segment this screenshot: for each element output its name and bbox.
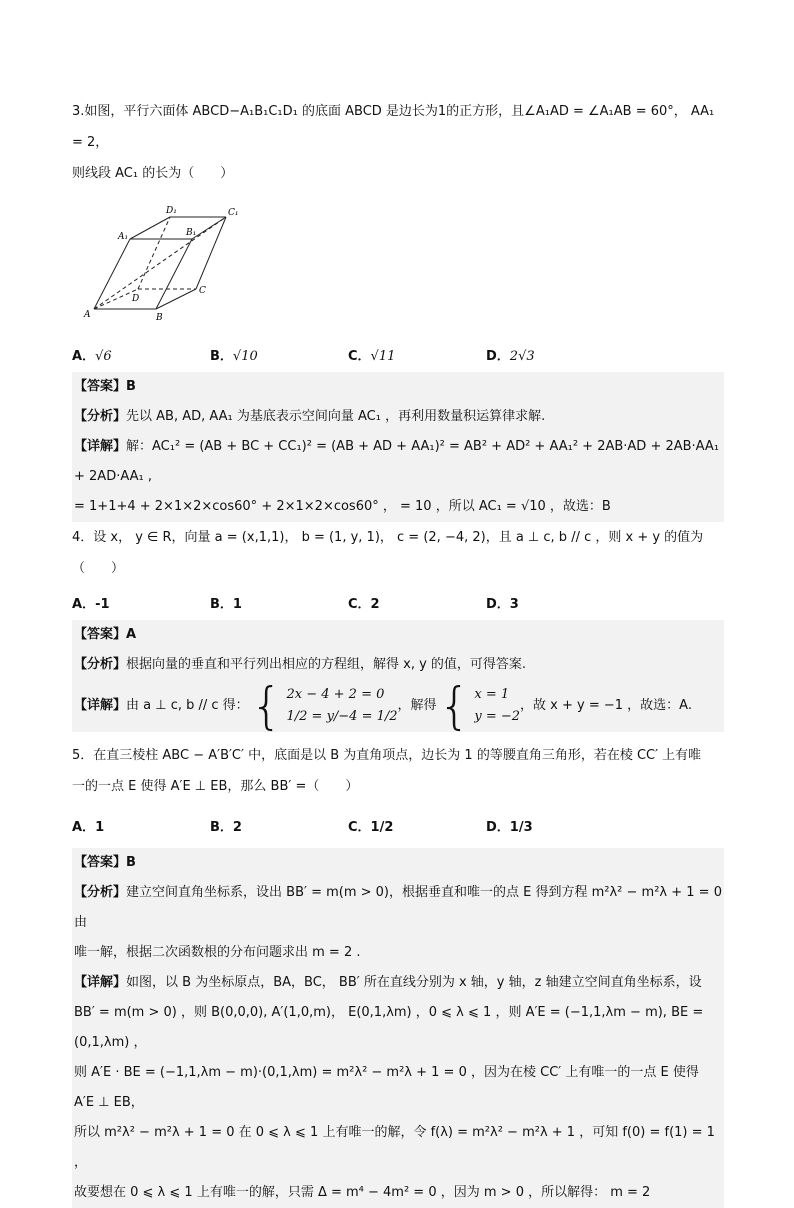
q5-detail-line4: 所以 m²λ² − m²λ + 1 = 0 在 0 ⩽ λ ⩽ 1 上有唯一的解，令 f(λ) = m²λ² − m²λ + 1 ，可知 f(0) = f(1) = 1 ， (74, 1125, 715, 1170)
q5-analysis-line1: 【分析】建立空间直角坐标系，设出 BB′ = m(m > 0)，根据垂直和唯一的点 E 得到方程 m²λ² − m²λ + 1 = 0 由 (74, 885, 722, 930)
q3-detail-line1: 【详解】解：AC₁² = (AB + BC + CC₁)² = (AB + AD + AA₁)² = AB² + AD² + AA₁² + 2AB·AD + 2AB·AA₁ + 2AD·AA₁ , (74, 439, 720, 484)
q4-analysis: 【分析】根据向量的垂直和平行列出相应的方程组，解得 x, y 的值，可得答案. (74, 657, 527, 672)
q3-option-b: B．√10 (210, 348, 258, 364)
q5-detail-line5: 故要想在 0 ⩽ λ ⩽ 1 上有唯一的解，只需 Δ = m⁴ − 4m² = 0 ，因为 m > 0 ，所以解得： m = 2 (74, 1185, 651, 1200)
q4-option-c: C．2 (348, 596, 380, 612)
q4-option-b: B．1 (210, 596, 242, 612)
q3-stem-line2: 则线段 AC₁ 的长为（ ） (72, 166, 234, 181)
edge-bc (156, 289, 196, 309)
figure-label-d: D (132, 294, 140, 304)
figure-label-a: A (84, 310, 91, 320)
figure-label-d1: D₁ (166, 206, 177, 216)
hidden-edge-dd1 (138, 217, 170, 289)
equation-system-2: { x = 1 y = −2 (438, 677, 521, 735)
diagonal-ac1 (94, 217, 226, 309)
q4-stem: 4．设 x， y ∈ R，向量 a = (x,1,1)， b = (1, y, 1)， c = (2, −4, 2)，且 a ⊥ c, b // c ，则 x + y 的值为（ ） (72, 530, 704, 576)
q3-solution-block (72, 372, 724, 522)
q5-option-b: B．2 (210, 819, 242, 835)
q3-option-a: A．√6 (72, 348, 112, 364)
edge-bb1 (156, 239, 192, 309)
q4-option-d: D．3 (486, 596, 519, 612)
q3-analysis: 【分析】先以 AB, AD, AA₁ 为基底表示空间向量 AC₁ ，再利用数量积运算律求解. (74, 409, 546, 424)
figure-label-c1: C₁ (228, 208, 239, 218)
q3-option-c: C．√11 (348, 348, 396, 364)
q4-answer: 【答案】A (74, 627, 137, 642)
q5-answer: 【答案】B (74, 855, 136, 870)
equation-system-1: { 2x − 4 + 2 = 0 1/2 = y/−4 = 1/2 (250, 677, 398, 735)
q5-solution-block (72, 848, 724, 1208)
q5-stem-line2: 一的一点 E 使得 A′E ⊥ EB，那么 BB′ =（ ） (72, 779, 359, 794)
q3-stem-line1: 3.如图，平行六面体 ABCD−A₁B₁C₁D₁ 的底面 ABCD 是边长为1的正方形，且∠A₁AD = ∠A₁AB = 60°， AA₁ = 2， (72, 104, 715, 150)
q3-answer: 【答案】B (74, 379, 136, 394)
q5-option-a: A．1 (72, 819, 105, 835)
figure-label-a1: A₁ (118, 232, 129, 242)
q5-stem-line1: 5．在直三棱柱 ABC − A′B′C′ 中，底面是以 B 为直角项点，边长为 1 的等腰直角三角形，若在棱 CC′ 上有唯 (72, 748, 702, 763)
parallelepiped-figure (76, 197, 246, 322)
q5-options (72, 802, 724, 848)
q5-option-c: C．1/2 (348, 819, 394, 835)
q5-option-d: D．1/3 (486, 819, 533, 835)
q5-analysis-line2: 唯一解，根据二次函数根的分布问题求出 m = 2 . (74, 945, 361, 960)
q4-solution-block (72, 620, 724, 735)
figure-label-b1: B₁ (186, 228, 197, 238)
figure-label-c: C (199, 286, 206, 296)
edge-aa1 (94, 239, 130, 309)
edge-a1d1 (130, 217, 170, 239)
q4-option-a: A．-1 (72, 596, 110, 612)
q5-detail-line2: BB′ = m(m > 0) ，则 B(0,0,0), A′(1,0,m)， E(0,1,λm) ，0 ⩽ λ ⩽ 1 ，则 A′E = (−1,1,λm − m), BE = (0,1,λm) ， (74, 1005, 704, 1050)
q3-detail-line2: = 1+1+4 + 2×1×2×cos60° + 2×1×2×cos60° ， = 10 ，所以 AC₁ = √10 ，故选：B (74, 499, 611, 514)
q3-option-d: D．2√3 (486, 348, 535, 364)
q4-detail: 【详解】 由 a ⊥ c, b // c 得： { 2x − 4 + 2 = 0 1/2 = y/−4 = 1/2 ，解得 { x = 1 y = −2 ，故 x + y = −1 ，故选：A. (74, 677, 692, 735)
q5-detail-line1: 【详解】如图，以 B 为坐标原点，BA，BC， BB′ 所在直线分别为 x 轴，y 轴，z 轴建立空间直角坐标系，设 (74, 975, 702, 990)
document-page (72, 96, 724, 1208)
q4-options (72, 584, 724, 620)
figure-label-b: B (156, 313, 163, 322)
q5-detail-line3: 则 A′E · BE = (−1,1,λm − m)·(0,1,λm) = m²λ² − m²λ + 1 = 0 ，因为在棱 CC′ 上有唯一的一点 E 使得 A′E ⊥ EB， (74, 1065, 699, 1110)
q3-options (72, 336, 724, 372)
